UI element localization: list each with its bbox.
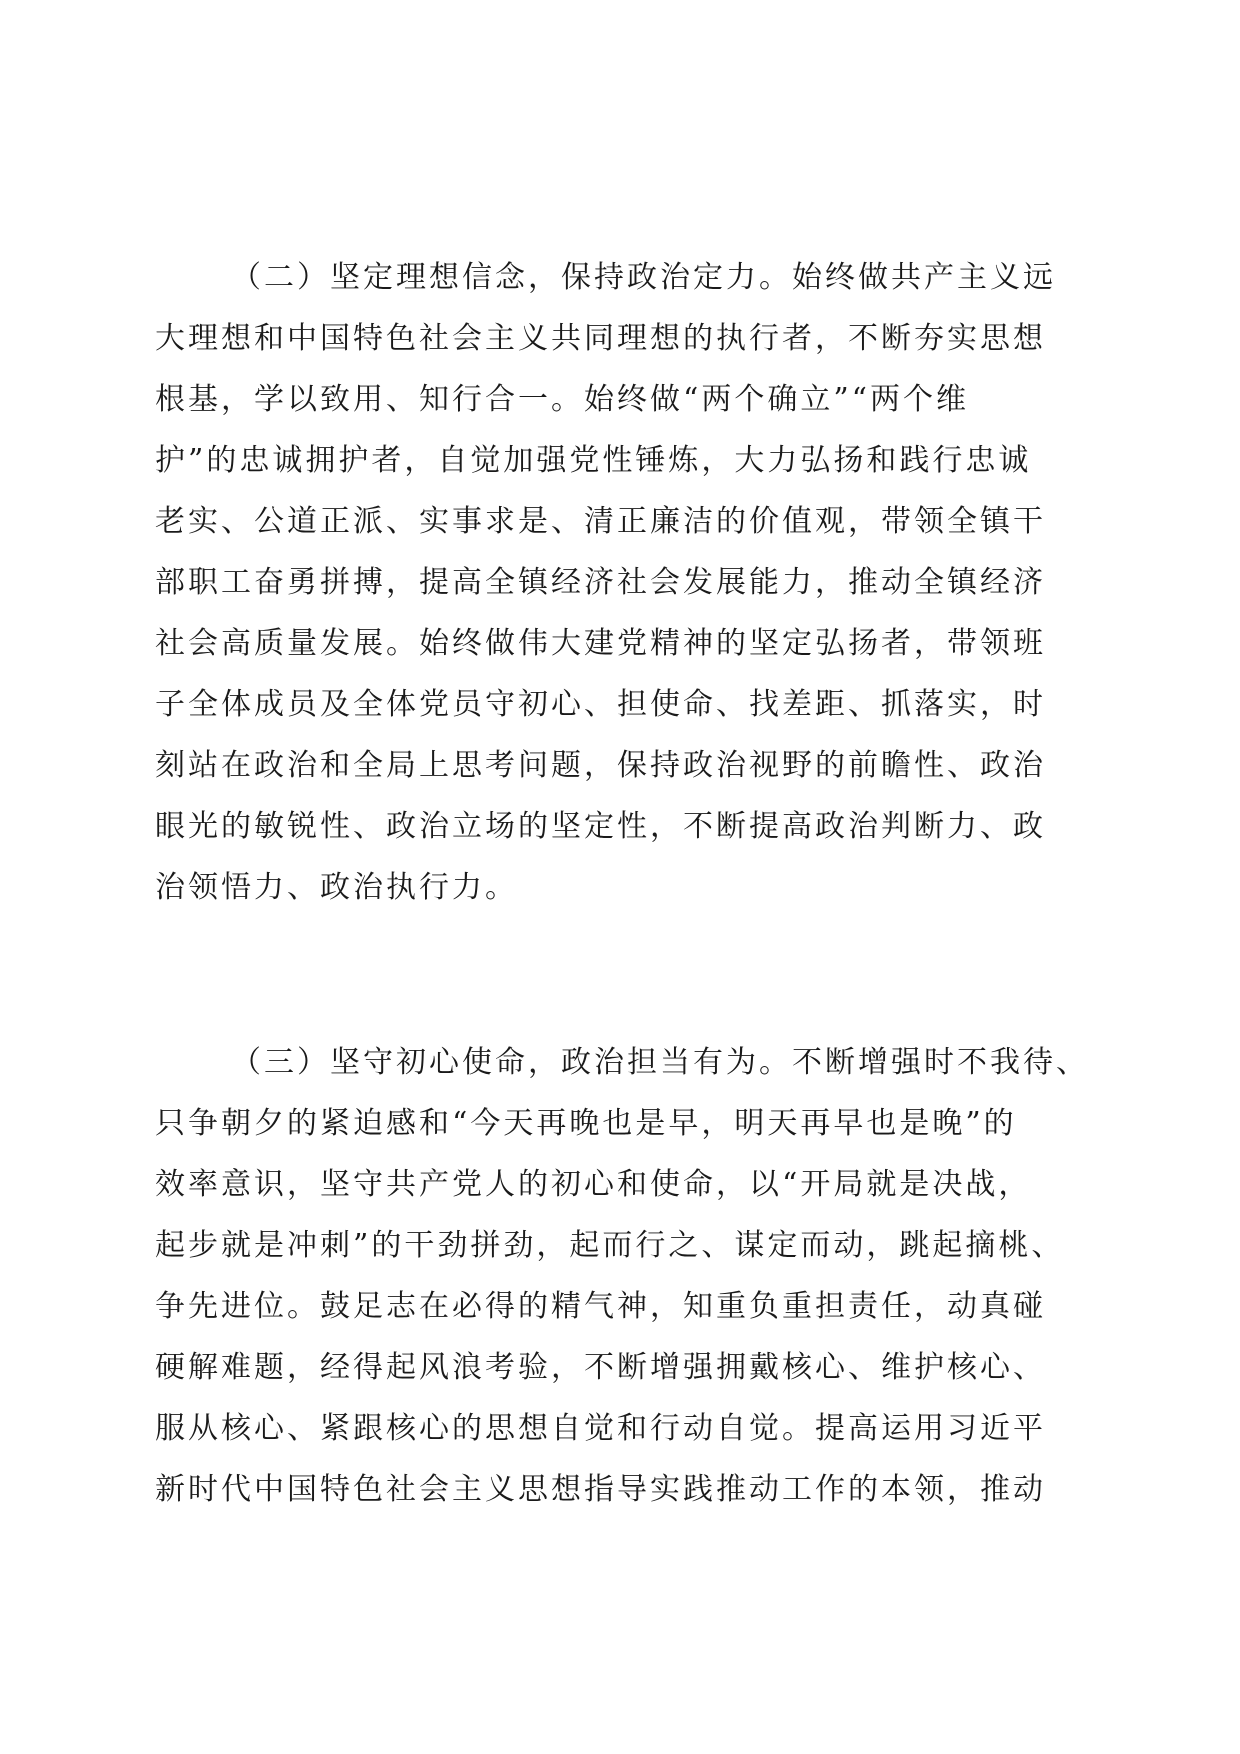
paragraph-line: 争先进位。鼓足志在必得的精气神，知重负重担责任，动真碰 bbox=[155, 1289, 1046, 1324]
paragraph-line: 硬解难题，经得起风浪考验，不断增强拥戴核心、维护核心、 bbox=[155, 1350, 1046, 1385]
paragraph-line: 效率意识，坚守共产党人的初心和使命，以“开局就是决战， bbox=[155, 1167, 1032, 1202]
paragraph-line: 起步就是冲刺”的干劲拼劲，起而行之、谋定而动，跳起摘桃、 bbox=[155, 1228, 1065, 1263]
paragraph-line: 社会高质量发展。始终做伟大建党精神的坚定弘扬者，带领班 bbox=[155, 626, 1046, 661]
paragraph-line: 护”的忠诚拥护者，自觉加强党性锤炼，大力弘扬和践行忠诚 bbox=[155, 443, 1032, 478]
paragraph-line: 只争朝夕的紧迫感和“今天再晚也是早，明天再早也是晚”的 bbox=[155, 1106, 1017, 1141]
paragraph-line: 刻站在政治和全局上思考问题，保持政治视野的前瞻性、政治 bbox=[155, 748, 1046, 783]
paragraph-line: （三）坚守初心使命，政治担当有为。不断增强时不我待、 bbox=[231, 1045, 1089, 1080]
paragraph-line: 治领悟力、政治执行力。 bbox=[155, 870, 518, 905]
paragraph-line: （二）坚定理想信念，保持政治定力。始终做共产主义远 bbox=[231, 260, 1056, 295]
paragraph-line: 眼光的敏锐性、政治立场的坚定性，不断提高政治判断力、政 bbox=[155, 809, 1046, 844]
paragraph-line: 根基，学以致用、知行合一。始终做“两个确立”“两个维 bbox=[155, 382, 970, 417]
paragraph-line: 部职工奋勇拼搏，提高全镇经济社会发展能力，推动全镇经济 bbox=[155, 565, 1046, 600]
paragraph-line: 新时代中国特色社会主义思想指导实践推动工作的本领，推动 bbox=[155, 1472, 1046, 1507]
paragraph-section-2 bbox=[155, 247, 1095, 918]
paragraph-line: 大理想和中国特色社会主义共同理想的执行者，不断夯实思想 bbox=[155, 321, 1046, 356]
paragraph-section-3 bbox=[155, 1032, 1095, 1520]
paragraph-line: 子全体成员及全体党员守初心、担使命、找差距、抓落实，时 bbox=[155, 687, 1046, 722]
paragraph-line: 老实、公道正派、实事求是、清正廉洁的价值观，带领全镇干 bbox=[155, 504, 1046, 539]
paragraph-line: 服从核心、紧跟核心的思想自觉和行动自觉。提高运用习近平 bbox=[155, 1411, 1046, 1446]
